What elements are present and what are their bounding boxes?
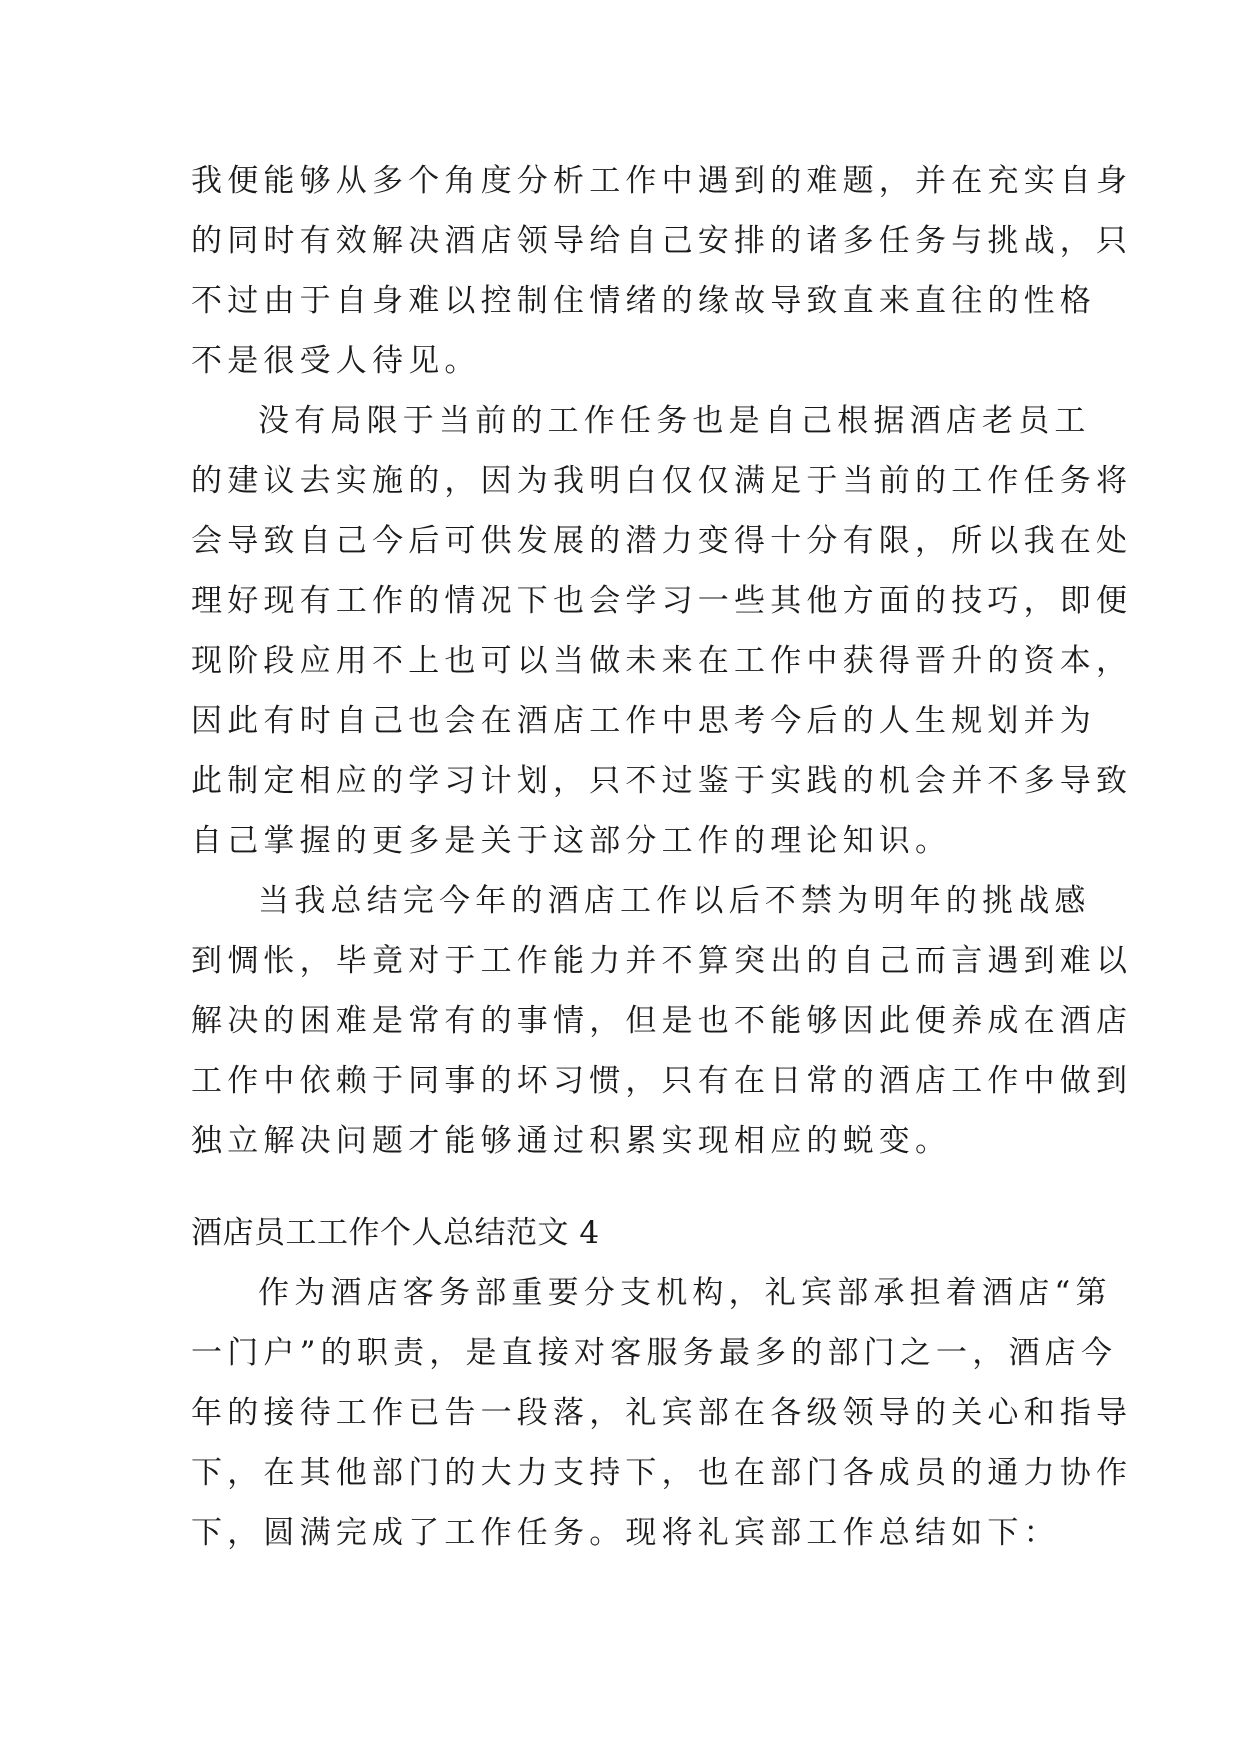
text-line: 下，在其他部门的大力支持下，也在部门各成员的通力协作 <box>191 1455 1133 1491</box>
paragraph-first-line: 作为酒店客务部重要分支机构，礼宾部承担着酒店“第 <box>258 1275 1112 1311</box>
paragraph-first-line: 当我总结完今年的酒店工作以后不禁为明年的挑战感 <box>258 883 1091 919</box>
text-line: 现阶段应用不上也可以当做未来在工作中获得晋升的资本， <box>191 643 1133 679</box>
text-line: 我便能够从多个角度分析工作中遇到的难题，并在充实自身 <box>191 163 1133 199</box>
text-line: 理好现有工作的情况下也会学习一些其他方面的技巧，即便 <box>191 583 1133 619</box>
text-line: 的建议去实施的，因为我明白仅仅满足于当前的工作任务将 <box>191 463 1133 499</box>
text-line: 不是很受人待见。 <box>191 343 481 379</box>
text-line: 下，圆满完成了工作任务。现将礼宾部工作总结如下： <box>191 1515 1060 1551</box>
text-line: 年的接待工作已告一段落，礼宾部在各级领导的关心和指导 <box>191 1395 1133 1431</box>
text-line: 到惆怅，毕竟对于工作能力并不算突出的自己而言遇到难以 <box>191 943 1133 979</box>
text-line: 不过由于自身难以控制住情绪的缘故导致直来直往的性格 <box>191 283 1096 319</box>
text-line: 工作中依赖于同事的坏习惯，只有在日常的酒店工作中做到 <box>191 1063 1133 1099</box>
paragraph-first-line: 没有局限于当前的工作任务也是自己根据酒店老员工 <box>258 403 1091 439</box>
text-line: 一门户”的职责，是直接对客服务最多的部门之一，酒店今 <box>191 1335 1118 1371</box>
text-line: 因此有时自己也会在酒店工作中思考今后的人生规划并为 <box>191 703 1096 739</box>
text-line: 独立解决问题才能够通过积累实现相应的蜕变。 <box>191 1123 952 1159</box>
text-line: 解决的困难是常有的事情，但是也不能够因此便养成在酒店 <box>191 1003 1133 1039</box>
text-line: 自己掌握的更多是关于这部分工作的理论知识。 <box>191 823 952 859</box>
section-heading: 酒店员工工作个人总结范文 4 <box>191 1215 600 1251</box>
text-line: 的同时有效解决酒店领导给自己安排的诸多任务与挑战，只 <box>191 223 1133 259</box>
text-line: 此制定相应的学习计划，只不过鉴于实践的机会并不多导致 <box>191 763 1133 799</box>
text-line: 会导致自己今后可供发展的潜力变得十分有限，所以我在处 <box>191 523 1133 559</box>
